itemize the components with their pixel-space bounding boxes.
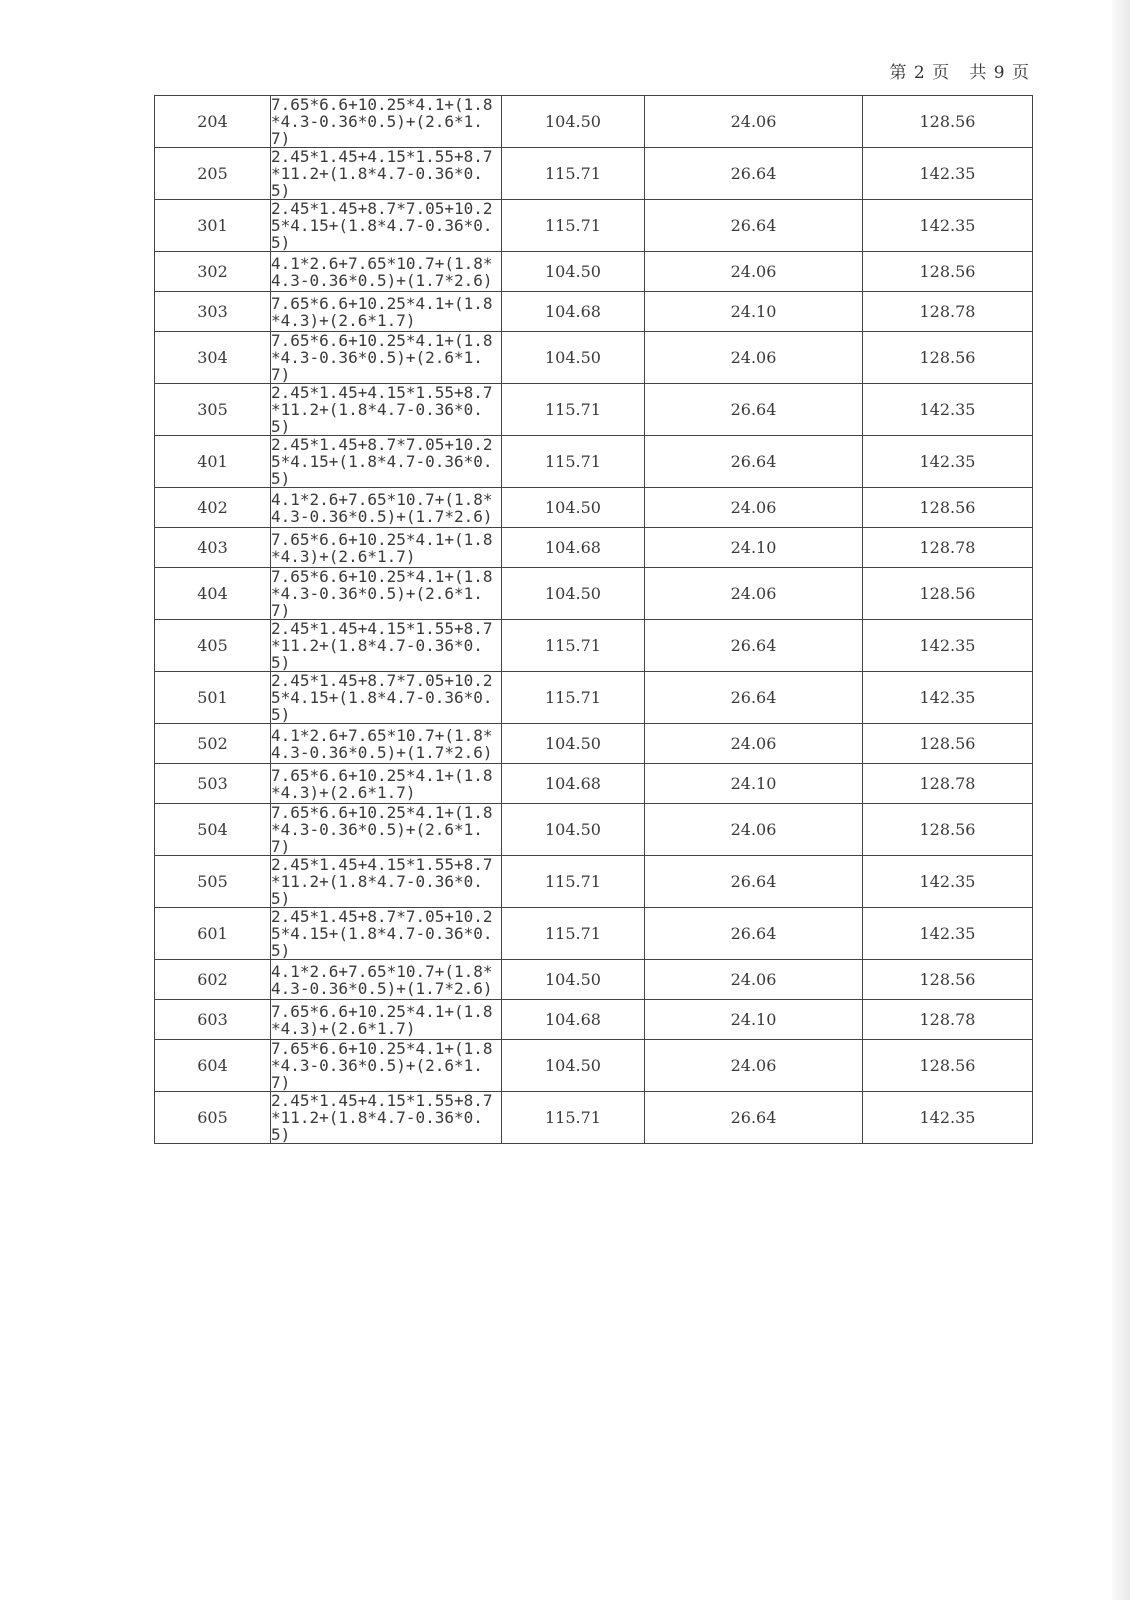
shared-area-cell: 26.64 xyxy=(645,1092,863,1144)
room-number-cell: 405 xyxy=(155,620,271,672)
total-area-cell: 142.35 xyxy=(863,908,1033,960)
total-area-cell: 128.56 xyxy=(863,1040,1033,1092)
table-row xyxy=(155,436,1033,488)
area-formula-cell: 7.65*6.6+10.25*4.1+(1.8*4.3)+(2.6*1.7) xyxy=(271,1000,502,1040)
shared-area-cell: 24.06 xyxy=(645,724,863,764)
area-value-cell: 104.50 xyxy=(502,804,645,856)
area-formula-cell: 2.45*1.45+8.7*7.05+10.25*4.15+(1.8*4.7-0.36*0.5) xyxy=(271,436,502,488)
shared-area-cell: 26.64 xyxy=(645,436,863,488)
shared-area-cell: 26.64 xyxy=(645,672,863,724)
area-value-cell: 115.71 xyxy=(502,908,645,960)
shared-area-cell: 24.06 xyxy=(645,96,863,148)
shared-area-cell: 26.64 xyxy=(645,384,863,436)
table-row xyxy=(155,252,1033,292)
area-formula-cell: 7.65*6.6+10.25*4.1+(1.8*4.3-0.36*0.5)+(2.6*1.7) xyxy=(271,804,502,856)
table-row xyxy=(155,1092,1033,1144)
area-formula-cell: 4.1*2.6+7.65*10.7+(1.8*4.3-0.36*0.5)+(1.7*2.6) xyxy=(271,252,502,292)
scan-edge-shadow xyxy=(1112,0,1130,1600)
area-formula-cell: 7.65*6.6+10.25*4.1+(1.8*4.3)+(2.6*1.7) xyxy=(271,528,502,568)
table-row xyxy=(155,1000,1033,1040)
shared-area-cell: 26.64 xyxy=(645,148,863,200)
table-row xyxy=(155,200,1033,252)
room-number-cell: 401 xyxy=(155,436,271,488)
room-number-cell: 504 xyxy=(155,804,271,856)
total-area-cell: 128.78 xyxy=(863,764,1033,804)
shared-area-cell: 26.64 xyxy=(645,856,863,908)
room-number-cell: 302 xyxy=(155,252,271,292)
page-number-header xyxy=(890,58,1030,83)
room-number-cell: 501 xyxy=(155,672,271,724)
shared-area-cell: 24.06 xyxy=(645,960,863,1000)
area-value-cell: 104.50 xyxy=(502,332,645,384)
area-value-cell: 104.50 xyxy=(502,568,645,620)
total-area-cell: 128.78 xyxy=(863,292,1033,332)
area-formula-cell: 2.45*1.45+4.15*1.55+8.7*11.2+(1.8*4.7-0.36*0.5) xyxy=(271,620,502,672)
area-value-cell: 115.71 xyxy=(502,200,645,252)
total-area-cell: 128.56 xyxy=(863,252,1033,292)
total-area-cell: 142.35 xyxy=(863,620,1033,672)
area-formula-cell: 4.1*2.6+7.65*10.7+(1.8*4.3-0.36*0.5)+(1.7*2.6) xyxy=(271,724,502,764)
table-row xyxy=(155,568,1033,620)
area-value-cell: 104.68 xyxy=(502,528,645,568)
table-row xyxy=(155,332,1033,384)
shared-area-cell: 26.64 xyxy=(645,620,863,672)
shared-area-cell: 26.64 xyxy=(645,200,863,252)
area-formula-cell: 4.1*2.6+7.65*10.7+(1.8*4.3-0.36*0.5)+(1.7*2.6) xyxy=(271,960,502,1000)
area-value-cell: 104.50 xyxy=(502,252,645,292)
shared-area-cell: 24.10 xyxy=(645,1000,863,1040)
total-area-cell: 128.56 xyxy=(863,332,1033,384)
area-formula-cell: 2.45*1.45+8.7*7.05+10.25*4.15+(1.8*4.7-0.36*0.5) xyxy=(271,908,502,960)
shared-area-cell: 24.06 xyxy=(645,568,863,620)
room-number-cell: 601 xyxy=(155,908,271,960)
table-row xyxy=(155,620,1033,672)
total-area-cell: 142.35 xyxy=(863,856,1033,908)
area-value-cell: 104.50 xyxy=(502,1040,645,1092)
shared-area-cell: 26.64 xyxy=(645,908,863,960)
area-formula-cell: 7.65*6.6+10.25*4.1+(1.8*4.3-0.36*0.5)+(2.6*1.7) xyxy=(271,568,502,620)
table-row xyxy=(155,1040,1033,1092)
total-area-cell: 128.56 xyxy=(863,724,1033,764)
shared-area-cell: 24.06 xyxy=(645,252,863,292)
total-area-cell: 128.56 xyxy=(863,488,1033,528)
total-area-cell: 142.35 xyxy=(863,1092,1033,1144)
area-value-cell: 104.50 xyxy=(502,96,645,148)
room-number-cell: 303 xyxy=(155,292,271,332)
area-value-cell: 104.50 xyxy=(502,960,645,1000)
total-area-cell: 142.35 xyxy=(863,436,1033,488)
total-area-cell: 128.78 xyxy=(863,1000,1033,1040)
room-number-cell: 305 xyxy=(155,384,271,436)
room-number-cell: 503 xyxy=(155,764,271,804)
total-area-cell: 142.35 xyxy=(863,148,1033,200)
shared-area-cell: 24.06 xyxy=(645,1040,863,1092)
shared-area-cell: 24.10 xyxy=(645,292,863,332)
shared-area-cell: 24.06 xyxy=(645,804,863,856)
area-value-cell: 115.71 xyxy=(502,672,645,724)
room-number-cell: 301 xyxy=(155,200,271,252)
area-formula-cell: 2.45*1.45+4.15*1.55+8.7*11.2+(1.8*4.7-0.36*0.5) xyxy=(271,856,502,908)
area-table-body xyxy=(155,96,1033,1144)
area-value-cell: 104.50 xyxy=(502,488,645,528)
area-value-cell: 115.71 xyxy=(502,856,645,908)
area-formula-cell: 7.65*6.6+10.25*4.1+(1.8*4.3-0.36*0.5)+(2.6*1.7) xyxy=(271,96,502,148)
page-current-label: 第 2 页 xyxy=(889,63,951,83)
room-number-cell: 505 xyxy=(155,856,271,908)
table-row xyxy=(155,384,1033,436)
shared-area-cell: 24.06 xyxy=(645,488,863,528)
area-formula-cell: 2.45*1.45+8.7*7.05+10.25*4.15+(1.8*4.7-0.36*0.5) xyxy=(271,672,502,724)
area-value-cell: 115.71 xyxy=(502,436,645,488)
area-table xyxy=(154,95,1033,1144)
total-area-cell: 128.78 xyxy=(863,528,1033,568)
area-formula-cell: 7.65*6.6+10.25*4.1+(1.8*4.3)+(2.6*1.7) xyxy=(271,292,502,332)
page-total-label: 共 9 页 xyxy=(969,63,1030,83)
total-area-cell: 128.56 xyxy=(863,96,1033,148)
area-formula-cell: 7.65*6.6+10.25*4.1+(1.8*4.3)+(2.6*1.7) xyxy=(271,764,502,804)
table-row xyxy=(155,960,1033,1000)
room-number-cell: 304 xyxy=(155,332,271,384)
area-value-cell: 115.71 xyxy=(502,620,645,672)
table-row xyxy=(155,488,1033,528)
room-number-cell: 403 xyxy=(155,528,271,568)
area-value-cell: 104.68 xyxy=(502,292,645,332)
room-number-cell: 404 xyxy=(155,568,271,620)
area-value-cell: 115.71 xyxy=(502,384,645,436)
area-formula-cell: 7.65*6.6+10.25*4.1+(1.8*4.3-0.36*0.5)+(2.6*1.7) xyxy=(271,1040,502,1092)
total-area-cell: 128.56 xyxy=(863,568,1033,620)
shared-area-cell: 24.06 xyxy=(645,332,863,384)
room-number-cell: 204 xyxy=(155,96,271,148)
area-formula-cell: 2.45*1.45+4.15*1.55+8.7*11.2+(1.8*4.7-0.36*0.5) xyxy=(271,1092,502,1144)
room-number-cell: 502 xyxy=(155,724,271,764)
total-area-cell: 142.35 xyxy=(863,384,1033,436)
area-formula-cell: 7.65*6.6+10.25*4.1+(1.8*4.3-0.36*0.5)+(2.6*1.7) xyxy=(271,332,502,384)
table-row xyxy=(155,856,1033,908)
room-number-cell: 602 xyxy=(155,960,271,1000)
area-value-cell: 115.71 xyxy=(502,148,645,200)
area-value-cell: 115.71 xyxy=(502,1092,645,1144)
room-number-cell: 605 xyxy=(155,1092,271,1144)
area-formula-cell: 2.45*1.45+8.7*7.05+10.25*4.15+(1.8*4.7-0.36*0.5) xyxy=(271,200,502,252)
total-area-cell: 128.56 xyxy=(863,804,1033,856)
area-value-cell: 104.68 xyxy=(502,764,645,804)
table-row xyxy=(155,908,1033,960)
shared-area-cell: 24.10 xyxy=(645,764,863,804)
table-row xyxy=(155,764,1033,804)
table-row xyxy=(155,292,1033,332)
area-formula-cell: 2.45*1.45+4.15*1.55+8.7*11.2+(1.8*4.7-0.36*0.5) xyxy=(271,384,502,436)
area-value-cell: 104.50 xyxy=(502,724,645,764)
area-value-cell: 104.68 xyxy=(502,1000,645,1040)
table-row xyxy=(155,724,1033,764)
table-row xyxy=(155,96,1033,148)
table-row xyxy=(155,528,1033,568)
area-formula-cell: 2.45*1.45+4.15*1.55+8.7*11.2+(1.8*4.7-0.36*0.5) xyxy=(271,148,502,200)
table-row xyxy=(155,148,1033,200)
table-row xyxy=(155,672,1033,724)
table-row xyxy=(155,804,1033,856)
room-number-cell: 603 xyxy=(155,1000,271,1040)
area-formula-cell: 4.1*2.6+7.65*10.7+(1.8*4.3-0.36*0.5)+(1.7*2.6) xyxy=(271,488,502,528)
shared-area-cell: 24.10 xyxy=(645,528,863,568)
room-number-cell: 604 xyxy=(155,1040,271,1092)
room-number-cell: 402 xyxy=(155,488,271,528)
room-number-cell: 205 xyxy=(155,148,271,200)
total-area-cell: 128.56 xyxy=(863,960,1033,1000)
total-area-cell: 142.35 xyxy=(863,672,1033,724)
total-area-cell: 142.35 xyxy=(863,200,1033,252)
